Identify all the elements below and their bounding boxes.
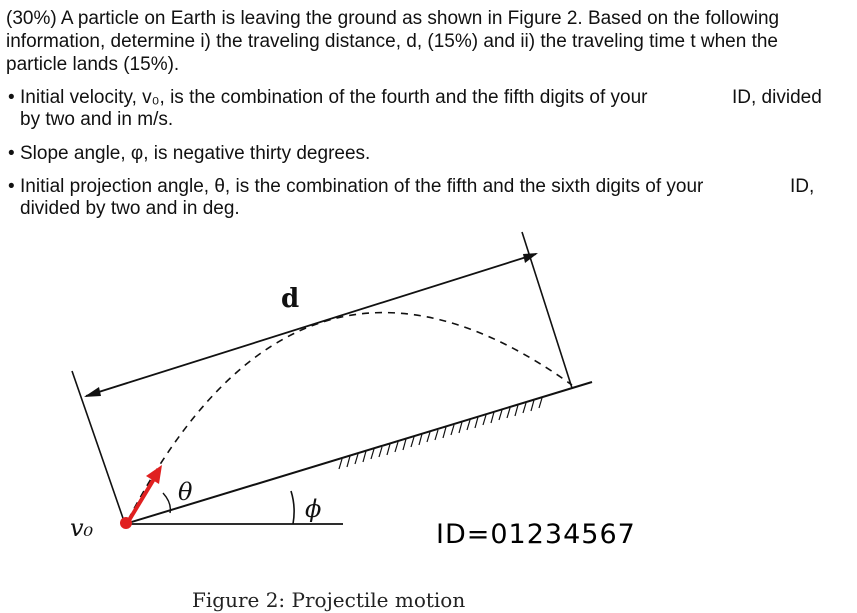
bullet-1-line-1-right: ID, divided [732,87,822,108]
label-v0: v₀ [70,514,94,542]
bullet-3-line-1-right: ID, [790,176,815,197]
bullet-3-line-2: divided by two and in deg. [20,198,240,219]
slope-hatching [339,398,542,469]
handwritten-student-id: ID=01234567 [436,519,636,550]
bullet-marker: • [8,143,15,164]
bullet-marker: • [8,87,15,108]
problem-intro-line-1: (30%) A particle on Earth is leaving the ground as shown in Figure 2. Based on the following [6,8,780,29]
problem-intro-line-2: information, determine i) the traveling distance, d, (15%) and ii) the traveling time t when the [6,31,778,52]
bullet-1-line-1: Initial velocity, v₀, is the combination of the fourth and the fifth digits of your [20,87,648,108]
problem-intro-line-3: particle lands (15%). [6,54,180,75]
label-phi: ϕ [305,495,322,523]
bullet-marker: • [8,176,15,197]
bullet-2-line-1: Slope angle, φ, is negative thirty degrees. [20,143,371,164]
trajectory-path [128,313,572,520]
dimension-arrowhead-left [84,387,101,397]
bullet-1-line-2: by two and in m/s. [20,109,174,130]
figure-caption: Figure 2: Projectile motion [192,588,466,612]
dimension-arrowhead-right [523,253,538,263]
label-theta: θ [178,478,193,506]
phi-angle-arc [291,491,294,524]
distance-dimension-line [86,254,536,396]
label-distance-d: d [281,284,300,314]
bullet-3-line-1: Initial projection angle, θ, is the combination of the fifth and the sixth digits of your [20,176,704,197]
launch-point [120,517,132,529]
slope-line [125,382,592,524]
